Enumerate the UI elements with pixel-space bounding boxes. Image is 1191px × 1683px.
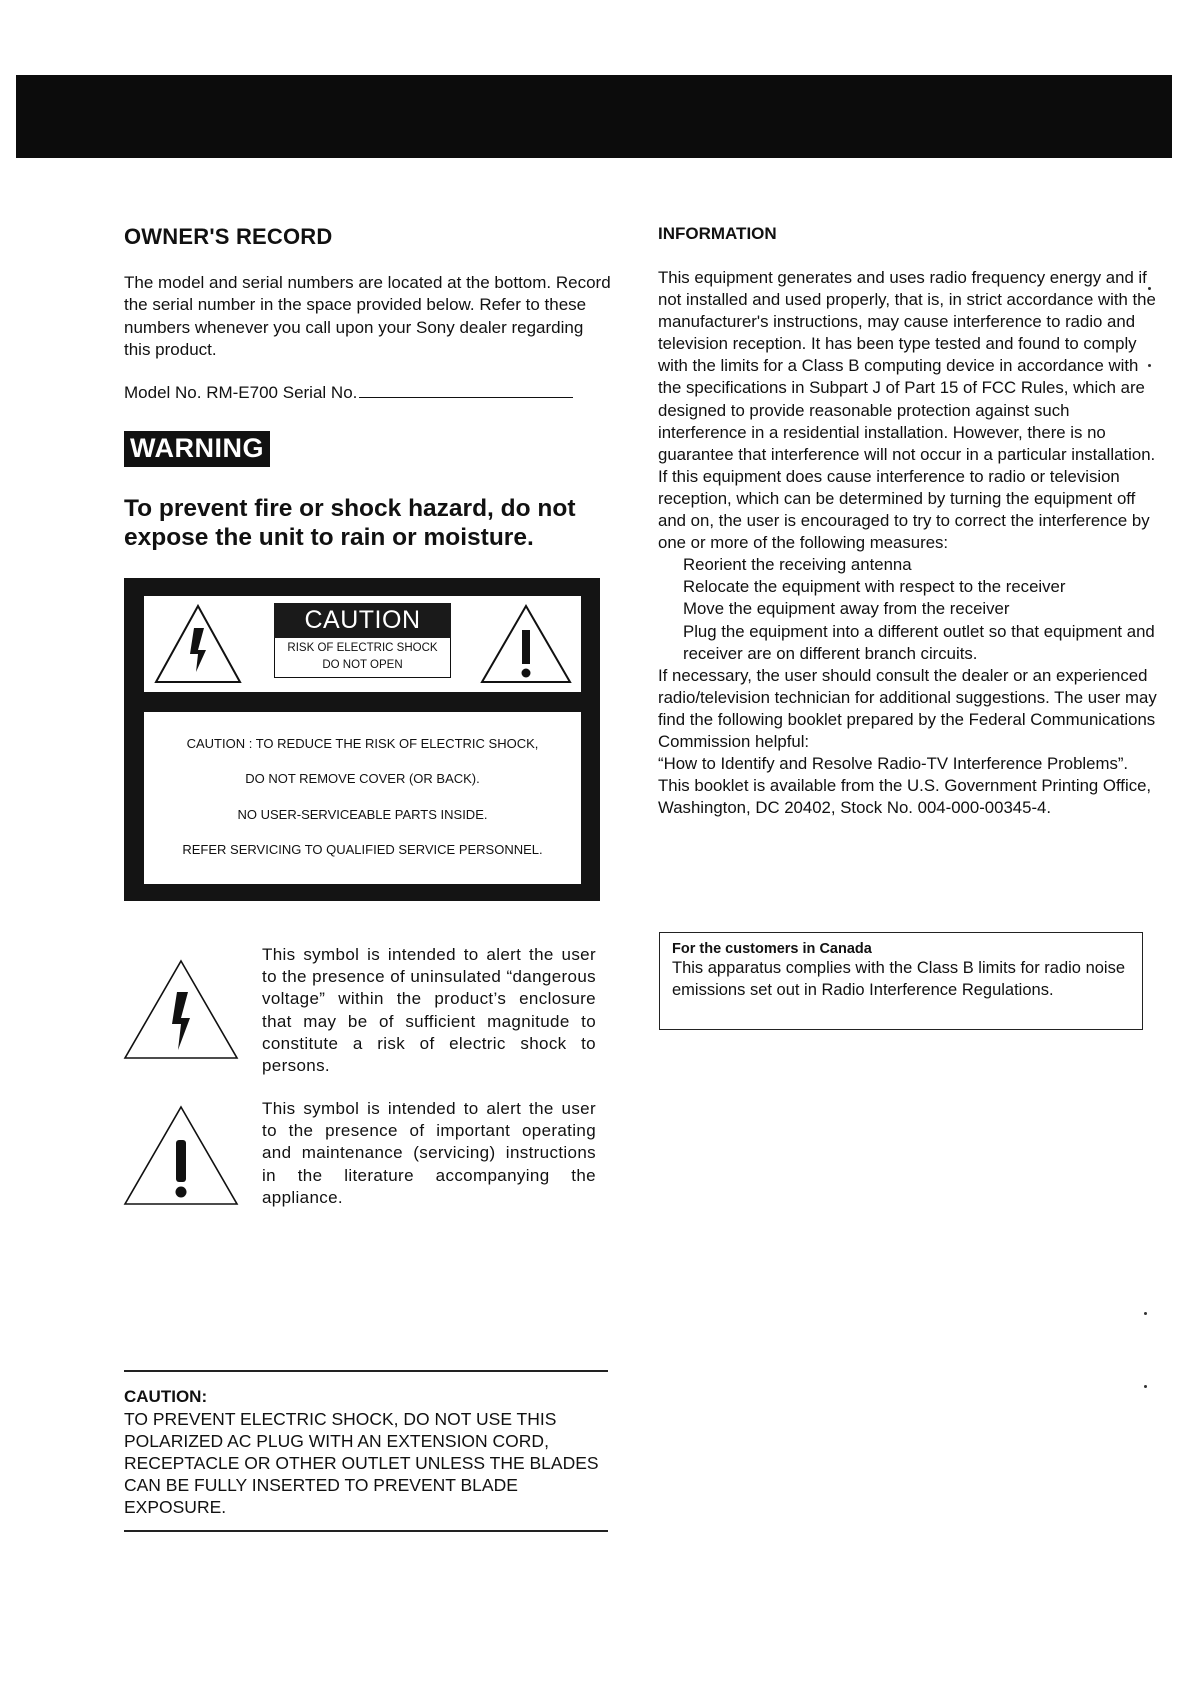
measure-4: Plug the equipment into a different outlet so that equipment and receiver are on different branch circuits. [683, 621, 1155, 663]
owners-record-text: The model and serial numbers are located at the bottom. Record the serial number in the space provided below. Refer to these numbers whenever you call upon your Sony dealer regarding this product. [124, 273, 611, 359]
scan-speck [1144, 1312, 1147, 1315]
warning-badge: WARNING [124, 431, 270, 467]
divider-top [124, 1370, 608, 1372]
header-black-band [16, 75, 1172, 158]
caution-badge-sub [274, 638, 451, 678]
lightning-symbol-icon [122, 958, 240, 1062]
caution-do-not-open-text: DO NOT OPEN [322, 659, 403, 671]
caution-risk-text: RISK OF ELECTRIC SHOCK [287, 642, 438, 654]
information-text [658, 267, 1158, 819]
canada-notice-text: This apparatus complies with the Class B limits for radio noise emissions set out in Radio Interference Regulations. [672, 959, 1126, 999]
owners-record-heading: OWNER'S RECORD [124, 224, 333, 249]
scan-speck [1148, 364, 1151, 367]
information-heading: INFORMATION [658, 224, 777, 243]
scan-speck [1144, 1385, 1147, 1388]
plug-caution-text: TO PREVENT ELECTRIC SHOCK, DO NOT USE THIS POLARIZED AC PLUG WITH AN EXTENSION CORD, RECEPTACLE OR OTHER OUTLET UNLESS THE BLADES CAN BE FULLY INSERTED TO PREVENT BLADE EXPOSURE. [124, 1409, 599, 1517]
exclamation-warning-icon [478, 602, 574, 686]
exclamation-symbol-icon [122, 1104, 240, 1208]
warning-text: To prevent fire or shock hazard, do not expose the unit to rain or moisture. [124, 495, 576, 551]
caution-line-1: CAUTION : TO REDUCE THE RISK OF ELECTRIC SHOCK, [186, 736, 539, 751]
information-paragraph-1: This equipment generates and uses radio frequency energy and if not installed and used properly, that is, in strict accordance with the manufacturer's instructions, may cause interference to radio and television reception. It has been type tested and found to comply with the limits for a Class B computing device in accordance with the specifications in Subpart J of Part 15 of FCC Rules, which are designed to provide reasonable protection against such interference in a residential installation. However, there is no guarantee that interference will not occur in a particular installation. If this equipment does cause interference to radio or television reception, which can be determined by turning the equipment off and on, the user is encouraged to try to correct the interference by one or more of the following measures: [658, 268, 1156, 553]
lightning-symbol-text: This symbol is intended to alert the user to the presence of uninsulated “dangerous voltage” within the product’s enclosure that may be of sufficient magnitude to constitute a risk of electric shock to persons. [262, 945, 596, 1076]
canada-notice-box [659, 932, 1143, 1030]
caution-line-3: NO USER-SERVICEABLE PARTS INSIDE. [237, 807, 488, 822]
caution-label-box [124, 578, 600, 901]
caution-label-top [144, 596, 581, 692]
lightning-warning-icon [152, 602, 244, 686]
scan-speck [1148, 287, 1151, 290]
plug-caution-title: CAUTION: [124, 1387, 208, 1406]
caution-badge [274, 603, 451, 678]
canada-notice-title: For the customers in Canada [672, 941, 872, 957]
serial-number-blank [359, 383, 573, 398]
caution-label-text [144, 712, 581, 884]
measure-3: Move the equipment away from the receiver [683, 599, 1010, 619]
information-paragraph-2: If necessary, the user should consult the dealer or an experienced radio/television technician for additional suggestions. The user may find the following booklet prepared by the Federal Communications Commission helpful: [658, 665, 1157, 751]
caution-line-2: DO NOT REMOVE COVER (OR BACK). [245, 771, 480, 786]
exclamation-symbol-text: This symbol is intended to alert the user to the presence of important operating and maintenance (servicing) instructions in the literature accompanying the appliance. [262, 1099, 596, 1207]
caution-line-4: REFER SERVICING TO QUALIFIED SERVICE PERSONNEL. [182, 842, 543, 857]
model-serial-line [124, 383, 614, 403]
measure-1: Reorient the receiving antenna [683, 555, 912, 575]
measure-2: Relocate the equipment with respect to the receiver [683, 577, 1066, 597]
information-paragraph-3: “How to Identify and Resolve Radio-TV Interference Problems”. This booklet is available from the U.S. Government Printing Office, Washington, DC 20402, Stock No. 004-000-00345-4. [658, 754, 1152, 818]
caution-badge-title: CAUTION [274, 603, 451, 638]
model-serial-label: Model No. RM-E700 Serial No. [124, 383, 358, 402]
divider-bottom [124, 1530, 608, 1532]
